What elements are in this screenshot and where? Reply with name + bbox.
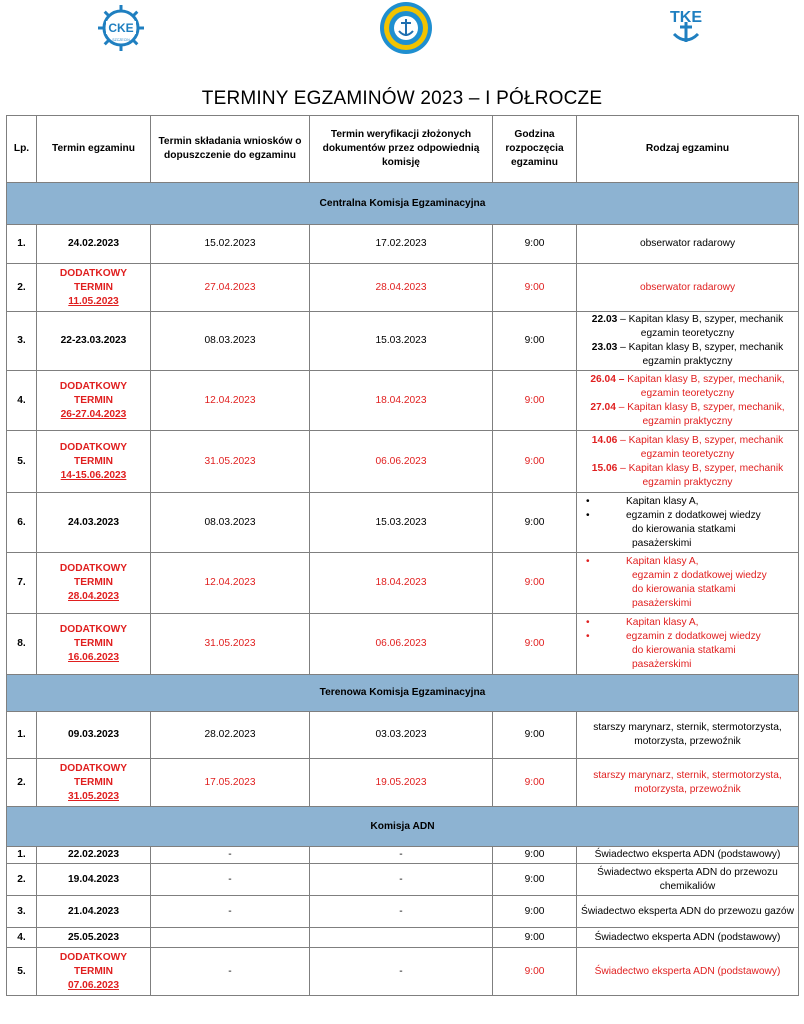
extra-date-cell: DODATKOWY TERMIN 11.05.2023 [37,264,151,312]
svg-text:SZCZECIN: SZCZECIN [112,38,130,42]
table-row: 1. 22.02.2023 - - 9:00 Świadectwo eksperta ADN (podstawowy) [7,847,799,864]
tke-logo [664,2,708,46]
extra-date-cell: DODATKOWY TERMIN 14-15.06.2023 [37,431,151,493]
exam-type-cell: • Kapitan klasy A, • egzamin z dodatkowej wiedzy do kierowania statkami pasażerskimi [577,493,799,553]
table-row: 4. 25.05.2023 9:00 Świadectwo eksperta ADN (podstawowy) [7,928,799,948]
table-row: 8. DODATKOWY TERMIN 16.06.2023 31.05.2023 06.06.2023 9:00 • Kapitan klasy A, • egzamin z dodatkowej wiedzy do kierowania statkami pasażerskimi [7,614,799,675]
extra-date-cell: DODATKOWY TERMIN 31.05.2023 [37,759,151,807]
extra-date-cell: DODATKOWY TERMIN 16.06.2023 [37,614,151,675]
table-row: 7. DODATKOWY TERMIN 28.04.2023 12.04.2023 18.04.2023 9:00 • Kapitan klasy A, egzamin z dodatkowej wiedzy do kierowania statkami pasażerskimi [7,553,799,614]
table-row: 6. 24.03.2023 08.03.2023 15.03.2023 9:00 • Kapitan klasy A, • egzamin z dodatkowej wiedzy do kierowania statkami pasażerskimi [7,493,799,553]
header-application-deadline: Termin składania wniosków o dopuszczenie do egzaminu [151,116,310,183]
page-title: TERMINY EGZAMINÓW 2023 – I PÓŁROCZE [201,88,603,109]
header-verification-deadline: Termin weryfikacji złożonych dokumentów przez odpowiednią komisję [310,116,493,183]
header-row [7,116,799,183]
header-start-time: Godzina rozpoczęcia egzaminu [493,116,577,183]
header-exam-type: Rodzaj egzaminu [577,116,799,183]
extra-date-cell: DODATKOWY TERMIN 28.04.2023 [37,553,151,614]
logo-bar [0,0,804,60]
extra-date-cell: DODATKOWY TERMIN 07.06.2023 [37,948,151,996]
table-row: 5. DODATKOWY TERMIN 07.06.2023 - - 9:00 Świadectwo eksperta ADN (podstawowy) [7,948,799,996]
cke-logo [95,2,147,54]
section-tke [7,675,799,712]
table-row: 3. 21.04.2023 - - 9:00 Świadectwo eksperta ADN do przewozu gazów [7,896,799,928]
table-row: 1. 09.03.2023 28.02.2023 03.03.2023 9:00 starszy marynarz, sternik, stermotorzysta, motorzysta, przewoźnik [7,712,799,759]
extra-date-cell: DODATKOWY TERMIN 26-27.04.2023 [37,371,151,431]
svg-text:CKE: CKE [108,21,134,35]
table-row: 2. DODATKOWY TERMIN 31.05.2023 17.05.2023 19.05.2023 9:00 starszy marynarz, sternik, stermotorzysta, motorzysta, przewoźnik [7,759,799,807]
exam-type-cell: • Kapitan klasy A, • egzamin z dodatkowej wiedzy do kierowania statkami pasażerskimi [577,614,799,675]
header-exam-date: Termin egzaminu [37,116,151,183]
section-cke [7,183,799,225]
table-row: 4. DODATKOWY TERMIN 26-27.04.2023 12.04.2023 18.04.2023 9:00 26.04 – Kapitan klasy B, szyper, mechanik, egzamin teoretyczny 27.04 – Kapitan klasy B, szyper, mechanik, egzamin praktyczny [7,371,799,431]
table-row: 2. 19.04.2023 - - 9:00 Świadectwo eksperta ADN do przewozu chemikaliów [7,864,799,896]
exam-type-cell: 22.03 – Kapitan klasy B, szyper, mechanik egzamin teoretyczny 23.03 – Kapitan klasy B, szyper, mechanik egzamin praktyczny [577,312,799,371]
section-title: Centralna Komisja Egzaminacyjna [7,183,799,225]
table-row: 1. 24.02.2023 15.02.2023 17.02.2023 9:00 obserwator radarowy [7,225,799,264]
svg-text:TKE: TKE [670,9,702,26]
table-row: 2. DODATKOWY TERMIN 11.05.2023 27.04.2023 28.04.2023 9:00 obserwator radarowy [7,264,799,312]
exam-type-cell: 26.04 – Kapitan klasy B, szyper, mechanik, egzamin teoretyczny 27.04 – Kapitan klasy B, szyper, mechanik, egzamin praktyczny [577,371,799,431]
exam-type-cell: 14.06 – Kapitan klasy B, szyper, mechanik egzamin teoretyczny 15.06 – Kapitan klasy B, szyper, mechanik egzamin praktyczny [577,431,799,493]
section-title: Komisja ADN [7,807,799,847]
center-emblem-logo [378,0,434,56]
section-title: Terenowa Komisja Egzaminacyjna [7,675,799,712]
exam-type-cell: • Kapitan klasy A, egzamin z dodatkowej wiedzy do kierowania statkami pasażerskimi [577,553,799,614]
table-row: 5. DODATKOWY TERMIN 14-15.06.2023 31.05.2023 06.06.2023 9:00 14.06 – Kapitan klasy B, szyper, mechanik egzamin teoretyczny 15.06 – Kapitan klasy B, szyper, mechanik egzamin praktyczny [7,431,799,493]
table-row: 3. 22-23.03.2023 08.03.2023 15.03.2023 9:00 22.03 – Kapitan klasy B, szyper, mechanik egzamin teoretyczny 23.03 – Kapitan klasy B, szyper, mechanik egzamin praktyczny [7,312,799,371]
section-adn [7,807,799,847]
exam-schedule-table [6,115,799,996]
header-lp: Lp. [7,116,37,183]
